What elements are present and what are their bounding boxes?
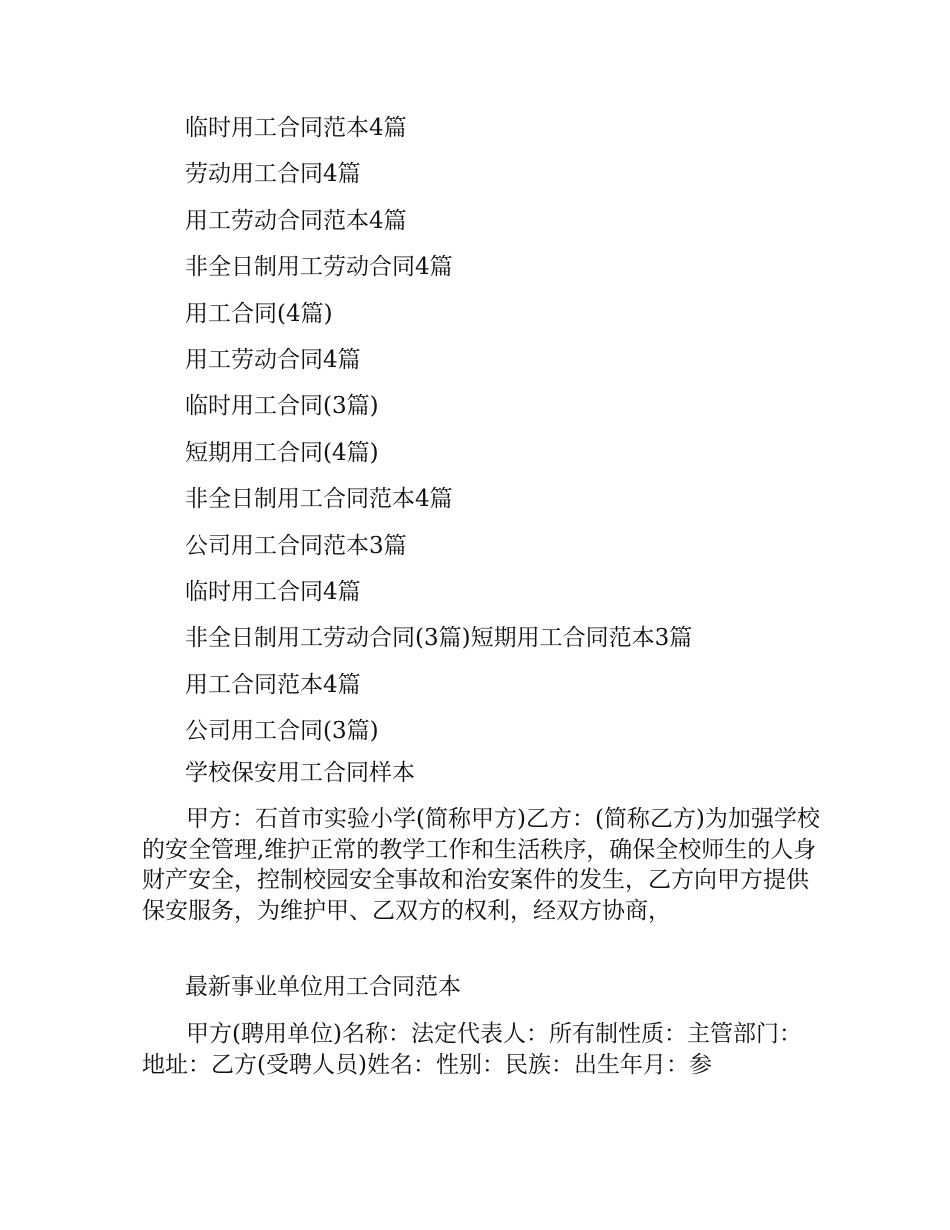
section-body-school-security: 甲方：石首市实验小学(简称甲方)乙方：(简称乙方)为加强学校的安全管理,维护正常的教学工作和生活秩序，确保全校师生的人身财产安全，控制校园安全事故和治安案件的发生，乙方向甲方提供保安服务，为维护甲、乙双方的权利，经双方协商， bbox=[142, 806, 820, 924]
list-item: 临时用工合同范本4篇 bbox=[185, 115, 407, 141]
list-item: 非全日制用工劳动合同(3篇)短期用工合同范本3篇 bbox=[185, 625, 693, 652]
list-item: 劳动用工合同4篇 bbox=[185, 161, 361, 188]
contract-title-list bbox=[185, 108, 885, 757]
section-title-public-institution: 最新事业单位用工合同范本 bbox=[185, 974, 461, 1000]
list-item: 用工合同(4篇) bbox=[185, 300, 333, 327]
list-item: 临时用工合同4篇 bbox=[185, 578, 361, 605]
list-item: 用工合同范本4篇 bbox=[185, 671, 361, 698]
list-item: 公司用工合同(3篇) bbox=[185, 718, 379, 745]
list-item: 短期用工合同(4篇) bbox=[185, 439, 379, 466]
list-item: 用工劳动合同4篇 bbox=[185, 346, 361, 373]
list-item: 临时用工合同(3篇) bbox=[185, 393, 379, 420]
section-title-school-security: 学校保安用工合同样本 bbox=[185, 760, 415, 786]
list-item: 用工劳动合同范本4篇 bbox=[185, 207, 407, 234]
list-item: 非全日制用工合同范本4篇 bbox=[185, 486, 453, 513]
list-item: 非全日制用工劳动合同4篇 bbox=[185, 254, 453, 281]
list-item: 公司用工合同范本3篇 bbox=[185, 532, 407, 559]
section-body-public-institution: 甲方(聘用单位)名称：法定代表人：所有制性质：主管部门：地址：乙方(受聘人员)姓名：性别：民族：出生年月：参 bbox=[142, 1021, 802, 1078]
